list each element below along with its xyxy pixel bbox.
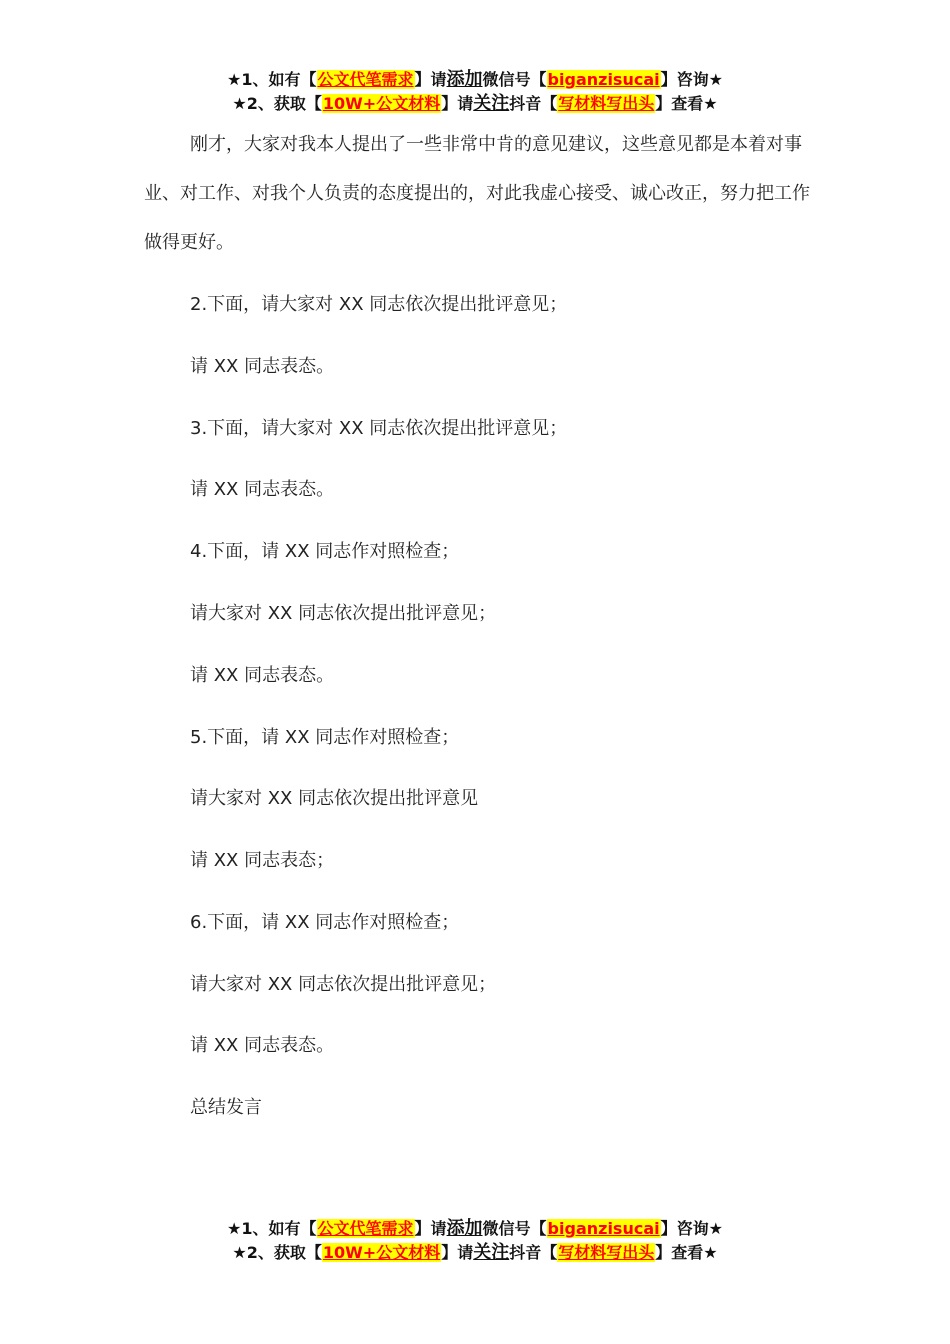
banner-text: 】请 (414, 70, 447, 89)
agenda-line: 请大家对 XX 同志依次提出批评意见 (190, 788, 479, 809)
banner-highlight: 10W+公文材料 (322, 94, 441, 113)
agenda-line: 4.下面，请 XX 同志作对照检查； (190, 541, 460, 562)
banner-text: ★1、如有【 (227, 1219, 317, 1238)
banner-highlight: 10W+公文材料 (322, 1243, 441, 1262)
agenda-line: 请 XX 同志表态； (190, 850, 335, 871)
banner-text: 】请 (414, 1219, 447, 1238)
banner-highlight: biganzisucai (547, 70, 660, 89)
agenda-line: 6.下面，请 XX 同志作对照检查； (190, 912, 460, 933)
agenda-line: 2.下面，请大家对 XX 同志依次提出批评意见； (190, 294, 568, 315)
banner-text: 】请 (441, 1243, 474, 1262)
banner-highlight: 公文代笔需求 (317, 1219, 414, 1238)
banner-line-2 (0, 1241, 950, 1265)
banner-line-1 (0, 1217, 950, 1241)
banner-highlight: biganzisucai (547, 1219, 660, 1238)
banner-text: 】咨询★ (660, 70, 723, 89)
agenda-line: 请大家对 XX 同志依次提出批评意见； (190, 603, 497, 624)
banner-text: ★2、获取【 (232, 94, 322, 113)
closing-line: 总结发言 (190, 1097, 262, 1118)
agenda-line: 请 XX 同志表态。 (190, 1035, 335, 1056)
banner-emphasis: 添加 (446, 1218, 483, 1239)
banner-text: 微信号【 (482, 1219, 547, 1238)
banner-highlight: 写材料写出头 (558, 94, 655, 113)
banner-line-1 (0, 68, 950, 92)
banner-highlight: 写材料写出头 (558, 1243, 655, 1262)
banner-emphasis: 关注 (473, 1242, 510, 1263)
banner-text: 】查看★ (655, 94, 718, 113)
banner-text: 】查看★ (655, 1243, 718, 1262)
banner-text: ★1、如有【 (227, 70, 317, 89)
banner-emphasis: 关注 (473, 93, 510, 114)
agenda-line: 请 XX 同志表态。 (190, 665, 335, 686)
banner-text: 】咨询★ (660, 1219, 723, 1238)
banner-line-2 (0, 92, 950, 116)
footer-banner (0, 1217, 950, 1265)
banner-highlight: 公文代笔需求 (317, 70, 414, 89)
agenda-line: 请 XX 同志表态。 (190, 356, 335, 377)
agenda-line: 5.下面，请 XX 同志作对照检查； (190, 727, 460, 748)
header-banner (0, 68, 950, 116)
agenda-line: 3.下面，请大家对 XX 同志依次提出批评意见； (190, 418, 568, 439)
banner-text: 微信号【 (482, 70, 547, 89)
agenda-line: 请 XX 同志表态。 (190, 479, 335, 500)
banner-text: 】请 (441, 94, 474, 113)
banner-text: 抖音【 (509, 1243, 558, 1262)
banner-text: 抖音【 (509, 94, 558, 113)
banner-emphasis: 添加 (446, 69, 483, 90)
agenda-line: 请大家对 XX 同志依次提出批评意见； (190, 974, 497, 995)
banner-text: ★2、获取【 (232, 1243, 322, 1262)
intro-paragraph: 刚才，大家对我本人提出了一些非常中肯的意见建议，这些意见都是本着对事业、对工作、对我个人负责的态度提出的，对此我虚心接受、诚心改正，努力把工作做得更好。 (144, 134, 810, 253)
